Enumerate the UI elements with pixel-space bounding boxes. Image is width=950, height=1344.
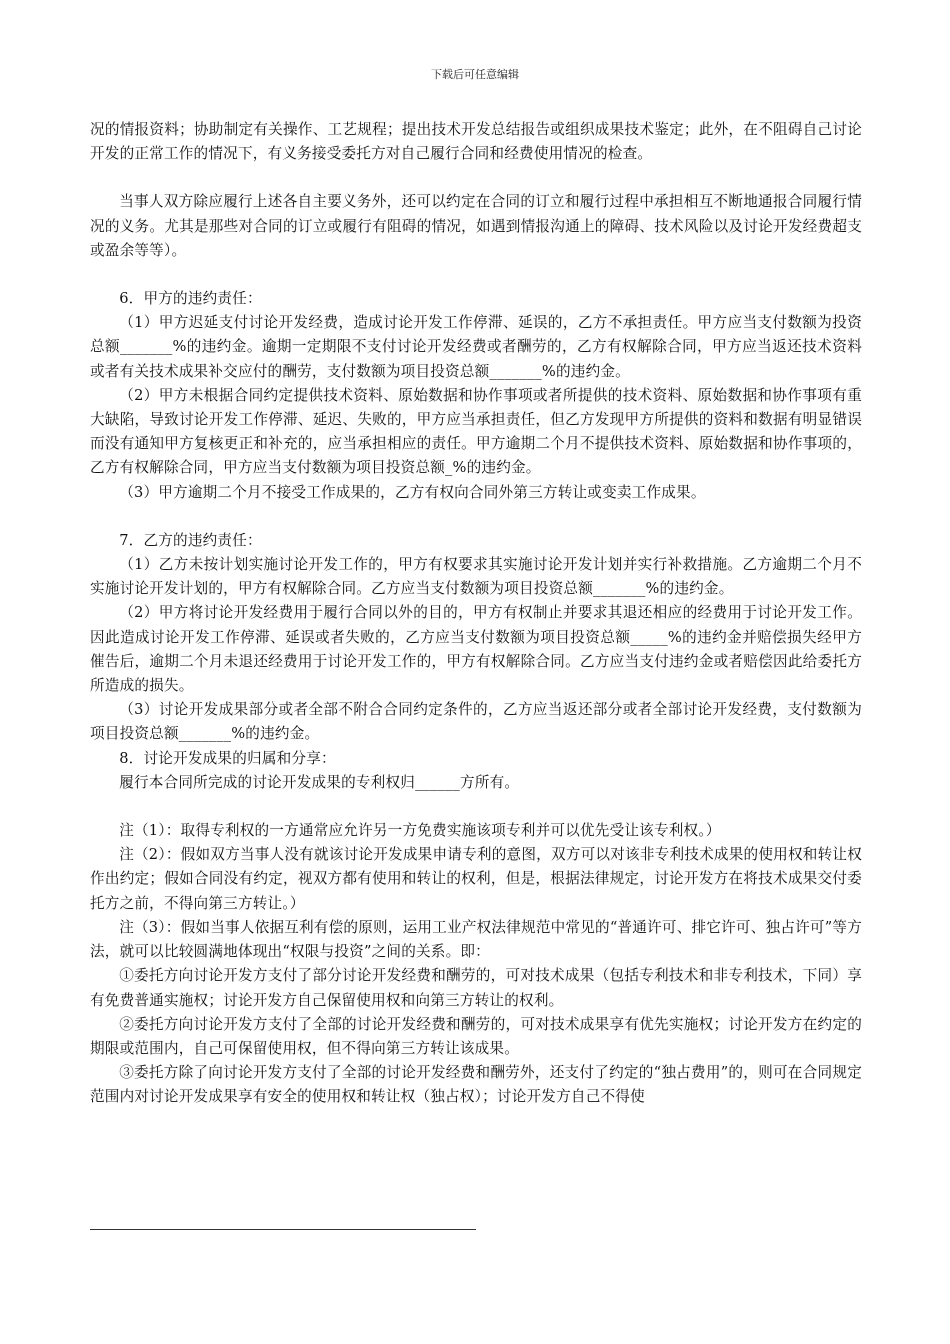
paragraph: 况的情报资料；协助制定有关操作、工艺规程；提出技术开发总结报告或组织成果技术鉴定；此外，在不阻碍自己讨论开发的正常工作的情况下，有义务接受委托方对自己履行合同和经费使用情况的检查。 (90, 121, 862, 163)
paragraph-gap (90, 795, 862, 819)
footnote-divider (90, 1229, 476, 1230)
clause-7-3: （3）讨论开发成果部分或者全部不附合合同约定条件的，乙方应当返还部分或者全部讨论开发经费，支付数额为项目投资总额_______%的违约金。 (90, 701, 862, 743)
note-1: 注（1）：取得专利权的一方通常应允许另一方免费实施该项专利并可以优先受让该专利权。） (119, 822, 721, 840)
paragraph-gap (90, 263, 862, 287)
document-body (90, 118, 862, 1110)
paragraph-gap (90, 166, 862, 190)
note-3-item-2: ②委托方向讨论开发方支付了全部的讨论开发经费和酬劳的，可对技术成果享有优先实施权；讨论开发方在约定的期限或范围内，自己可保留使用权，但不得向第三方转让该成果。 (90, 1015, 862, 1057)
page-header: 下载后可任意编辑 (431, 68, 519, 81)
section-heading-6: 6．甲方的违约责任： (119, 290, 262, 308)
note-3: 注（3）：假如当事人依据互利有偿的原则，运用工业产权法律规范中常见的“普通许可、排它许可、独占许可”等方法，就可以比较圆满地体现出“权限与投资”之间的关系。即： (90, 918, 862, 961)
clause-6-3: （3）甲方逾期二个月不接受工作成果的，乙方有权向合同外第三方转让或变卖工作成果。 (119, 483, 706, 501)
paragraph-gap (90, 505, 862, 529)
paragraph: 当事人双方除应履行上述各自主要义务外，还可以约定在合同的订立和履行过程中承担相互不断地通报合同履行情况的义务。尤其是那些对合同的订立或履行有阻碍的情况，如遇到情报沟通上的障碍、技术风险以及讨论开发经费超支或盈余等等）。 (90, 193, 862, 259)
note-3-item-1: ①委托方向讨论开发方支付了部分讨论开发经费和酬劳的，可对技术成果（包括专利技术和非专利技术，下同）享有免费普通实施权；讨论开发方自己保留使用权和向第三方转让的权利。 (90, 967, 862, 1009)
section-heading-8: 8．讨论开发成果的归属和分享： (119, 749, 336, 767)
clause-7-1: （1）乙方未按计划实施讨论开发工作的，甲方有权要求其实施讨论开发计划并实行补救措施。乙方逾期二个月不实施讨论开发计划的，甲方有权解除合同。乙方应当支付数额为项目投资总额_______%的违约金。 (90, 556, 862, 598)
clause-6-2: （2）甲方未根据合同约定提供技术资料、原始数据和协作事项或者所提供的技术资料、原始数据和协作事项有重大缺陷，导致讨论开发工作停滞、延迟、失败的，甲方应当承担责任，但乙方发现甲方所提供的资料和数据有明显错误而没有通知甲方复核更正和补充的，应当承担相应的责任。甲方逾期二个月不提供技术资料、原始数据和协作事项的，乙方有权解除合同，甲方应当支付数额为项目投资总额_%的违约金。 (90, 386, 862, 477)
clause-8-text: 履行本合同所完成的讨论开发成果的专利权归______方所有。 (119, 773, 520, 791)
section-heading-7: 7．乙方的违约责任： (119, 531, 262, 549)
note-2: 注（2）：假如双方当事人没有就该讨论开发成果申请专利的意图，双方可以对该非专利技术成果的使用权和转让权作出约定；假如合同没有约定，视双方都有使用和转让的权利，但是，根据法律规定，讨论开发方在将技术成果交付委托方之前，不得向第三方转让。） (90, 846, 862, 912)
clause-6-1: （1）甲方迟延支付讨论开发经费，造成讨论开发工作停滞、延误的，乙方不承担责任。甲方应当支付数额为投资总额_______%的违约金。逾期一定期限不支付讨论开发经费或者酬劳的，乙方有权解除合同，甲方应当返还技术资料或者有关技术成果补交应付的酬劳，支付数额为项目投资总额_______%的违约金。 (90, 314, 862, 380)
note-3-item-3: ③委托方除了向讨论开发方支付了全部的讨论开发经费和酬劳外，还支付了约定的“独占费用”的，则可在合同规定范围内对讨论开发成果享有安全的使用权和转让权（独占权）；讨论开发方自己不得使 (90, 1064, 862, 1106)
clause-7-2: （2）甲方将讨论开发经费用于履行合同以外的目的，甲方有权制止并要求其退还相应的经费用于讨论开发工作。因此造成讨论开发工作停滞、延误或者失败的，乙方应当支付数额为项目投资总额_____%的违约金并赔偿损失经甲方催告后，逾期二个月未退还经费用于讨论开发工作的，甲方有权解除合同。乙方应当支付违约金或者赔偿因此给委托方所造成的损失。 (90, 604, 862, 695)
